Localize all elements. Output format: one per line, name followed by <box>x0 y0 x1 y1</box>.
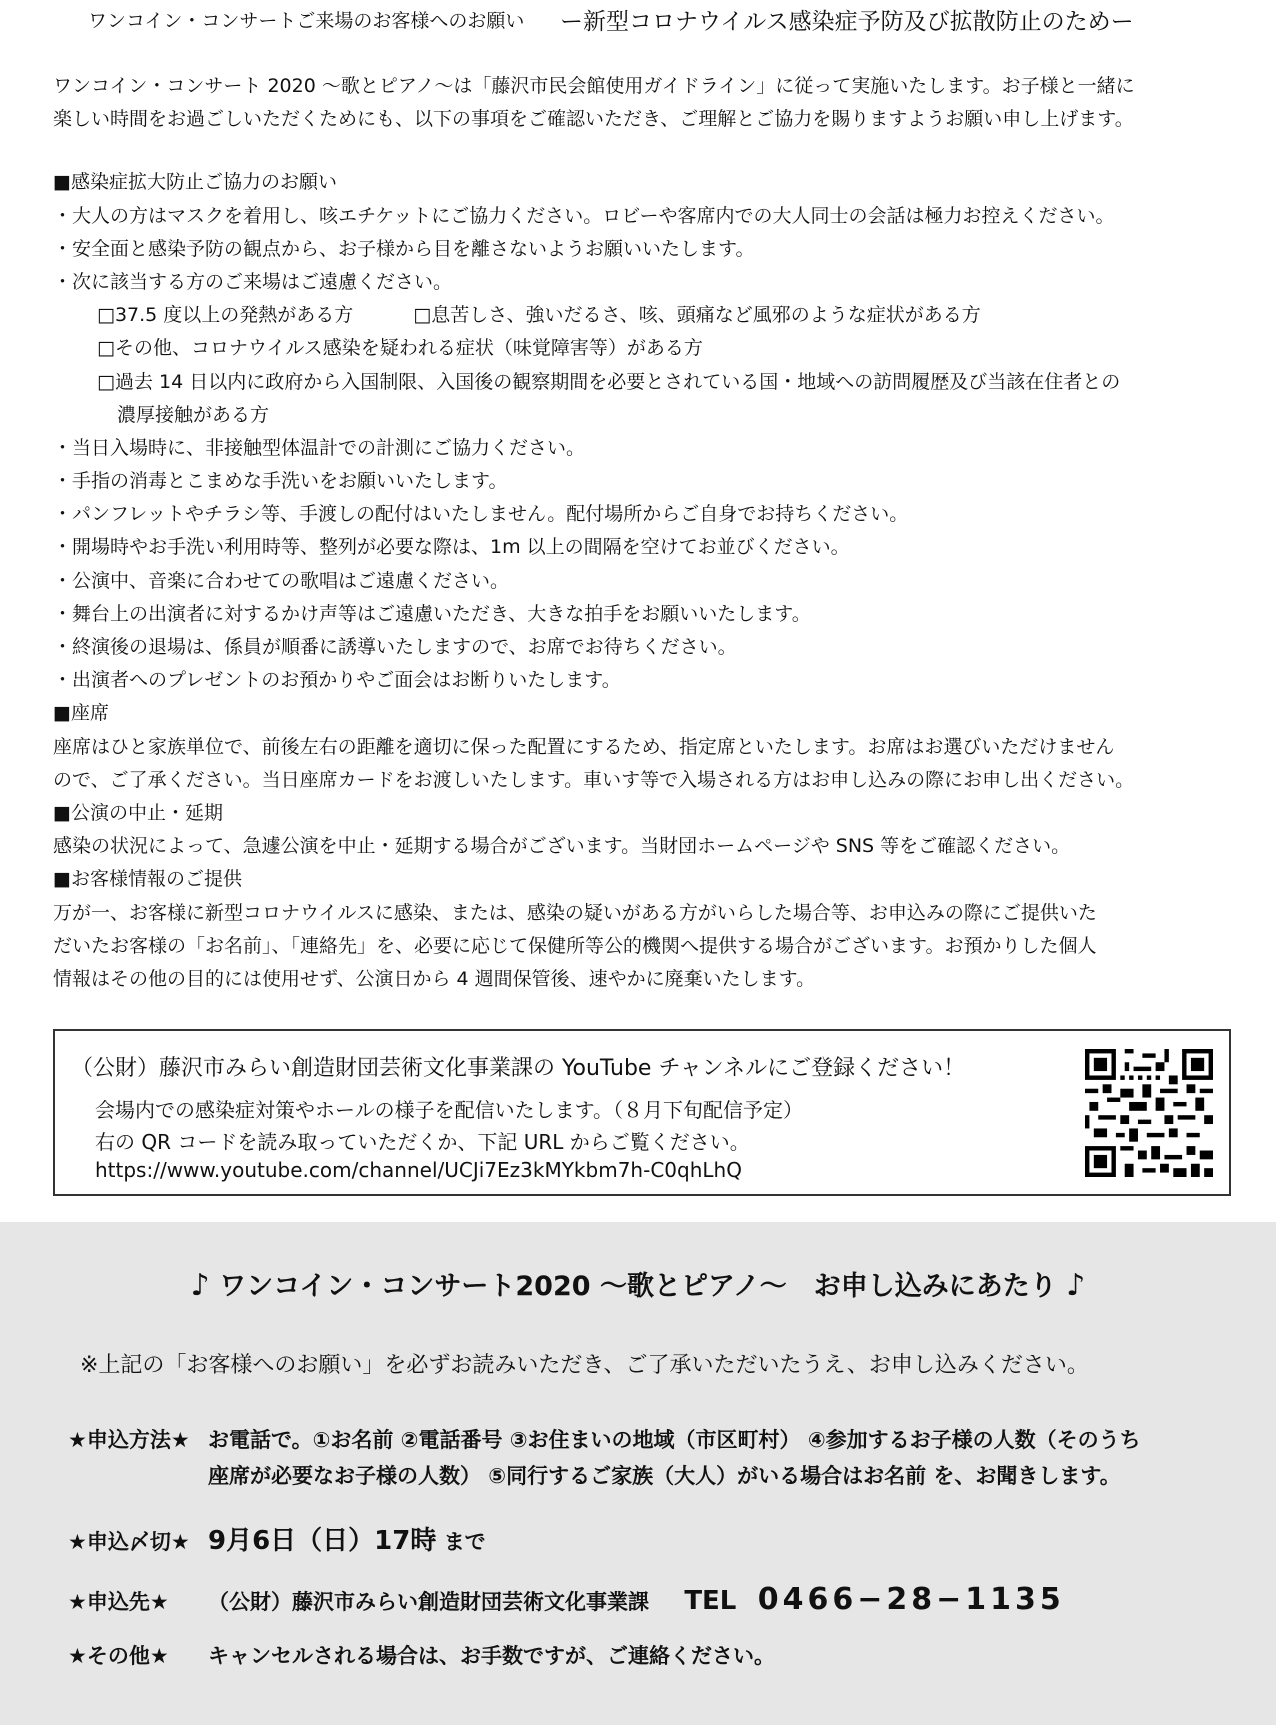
tel-label: TEL <box>684 1586 737 1616</box>
deadline-suffix: まで <box>443 1530 486 1554</box>
deadline-row <box>68 1520 486 1557</box>
page-header <box>0 0 1276 38</box>
application-title <box>0 1264 1276 1303</box>
check-item-travel-cont: 濃厚接触がある方 <box>117 403 270 426</box>
contact-label: ★申込先★ <box>68 1590 169 1614</box>
music-note-icon: ♪ <box>190 1268 210 1303</box>
contact-row <box>68 1582 1065 1617</box>
method-row <box>68 1424 1141 1454</box>
section-heading-infection: ■感染症拡大防止ご協力のお願い <box>53 171 337 194</box>
youtube-info-box <box>53 1029 1231 1196</box>
method-line-2: 座席が必要なお子様の人数） ⑤同行するご家族（大人）がいる場合はお名前 を、お聞きします。 <box>208 1464 1121 1488</box>
method-line-1: お電話で。①お名前 ②電話番号 ③お住まいの地域（市区町村） ④参加するお子様の人数（そのうち <box>208 1428 1141 1452</box>
other-value: キャンセルされる場合は、お手数ですが、ご連絡ください。 <box>208 1644 775 1668</box>
deadline-label: ★申込〆切★ <box>68 1530 190 1554</box>
header-left-text: ワンコイン・コンサートご来場のお客様へのお願い <box>88 10 525 32</box>
list-item: ・安全面と感染予防の観点から、お子様から目を離さないようお願いいたします。 <box>53 237 755 260</box>
method-label: ★申込方法★ <box>68 1428 190 1452</box>
list-item: ・パンフレットやチラシ等、手渡しの配付はいたしません。配付場所からご自身でお持ちください。 <box>53 503 909 526</box>
section-heading-cancellation: ■公演の中止・延期 <box>53 801 223 824</box>
check-item-fever: □37.5 度以上の発熱がある方 <box>97 304 354 327</box>
intro-line: ワンコイン・コンサート 2020 〜歌とピアノ〜は「藤沢市民会館使用ガイドライン」に従って実施いたします。お子様と一緒に <box>53 75 1135 97</box>
other-row <box>68 1640 775 1670</box>
list-item: ・舞台上の出演者に対するかけ声等はご遠慮いただき、大きな拍手をお願いいたします。 <box>53 602 811 625</box>
list-item: ・公演中、音楽に合わせての歌唱はご遠慮ください。 <box>53 569 510 592</box>
contact-value: （公財）藤沢市みらい創造財団芸術文化事業課 <box>208 1590 649 1614</box>
other-label: ★その他★ <box>68 1644 169 1668</box>
list-item: ・次に該当する方のご来場はご遠慮ください。 <box>53 270 453 293</box>
qr-code-icon[interactable] <box>1085 1049 1213 1177</box>
check-item-symptoms: □息苦しさ、強いだるさ、咳、頭痛など風邪のような症状がある方 <box>413 304 981 327</box>
check-item-travel: □過去 14 日以内に政府から入国制限、入国後の観察期間を必要とされている国・地域への訪問履歴及び当該在住者との <box>97 370 1121 393</box>
list-item: ・開場時やお手洗い利用時等、整列が必要な際は、1m 以上の間隔を空けてお並びください。 <box>53 536 850 559</box>
paragraph-line: 感染の状況によって、急遽公演を中止・延期する場合がございます。当財団ホームページや SNS 等をご確認ください。 <box>53 835 1071 858</box>
check-row <box>53 299 1233 332</box>
application-notice: ※上記の「お客様へのお願い」を必ずお読みいただき、ご了承いただいたうえ、お申し込みください。 <box>80 1353 1089 1378</box>
request-body <box>53 70 1233 996</box>
youtube-title: （公財）藤沢市みらい創造財団芸術文化事業課の YouTube チャンネルにご登録ください！ <box>71 1056 966 1081</box>
paragraph-line: 情報はその他の目的には使用せず、公演日から 4 週間保管後、速やかに廃棄いたします。 <box>53 967 816 990</box>
list-item: ・手指の消毒とこまめな手洗いをお願いいたします。 <box>53 470 508 493</box>
application-title-text: ワンコイン・コンサート2020 〜歌とピアノ〜 お申し込みにあたり <box>219 1271 1057 1302</box>
list-item: ・大人の方はマスクを着用し、咳エチケットにご協力ください。ロビーや客席内での大人同士の会話は極力お控えください。 <box>53 204 1115 227</box>
tel-number[interactable]: 0466−28−1135 <box>757 1582 1065 1617</box>
youtube-url-link[interactable]: https://www.youtube.com/channel/UCJi7Ez3kMYkbm7h-C0qhLhQ <box>95 1158 742 1182</box>
header-right-text: ー新型コロナウイルス感染症予防及び拡散防止のためー <box>560 9 1134 35</box>
paragraph-line: ので、ご了承ください。当日座席カードをお渡しいたします。車いす等で入場される方はお申し込みの際にお申し出ください。 <box>53 768 1135 791</box>
intro-line: 楽しい時間をお過ごしいただくためにも、以下の事項をご確認いただき、ご理解とご協力を賜りますようお願い申し上げます。 <box>53 108 1134 131</box>
list-item: ・出演者へのプレゼントのお預かりやご面会はお断りいたします。 <box>53 669 621 692</box>
youtube-line-1: 会場内での感染症対策やホールの様子を配信いたします。（８月下旬配信予定） <box>95 1098 803 1122</box>
section-heading-seating: ■座席 <box>53 702 109 725</box>
deadline-value: 9月6日（日）17時 <box>208 1526 437 1556</box>
list-item: ・当日入場時に、非接触型体温計での計測にご協力ください。 <box>53 436 586 459</box>
paragraph-line: だいたお客様の「お名前」、「連絡先」を、必要に応じて保健所等公的機関へ提供する場合がございます。お預かりした個人 <box>53 934 1097 957</box>
youtube-line-2: 右の QR コードを読み取っていただくか、下記 URL からご覧ください。 <box>95 1130 750 1154</box>
section-heading-privacy: ■お客様情報のご提供 <box>53 868 242 891</box>
application-section <box>0 1222 1276 1725</box>
list-item: ・終演後の退場は、係員が順番に誘導いたしますので、お席でお待ちください。 <box>53 636 737 658</box>
paragraph-line: 万が一、お客様に新型コロナウイルスに感染、または、感染の疑いがある方がいらした場合等、お申込みの際にご提供いた <box>53 901 1097 924</box>
check-item-other: □その他、コロナウイルス感染を疑われる症状（味覚障害等）がある方 <box>97 337 703 360</box>
music-note-icon: ♪ <box>1066 1268 1086 1303</box>
paragraph-line: 座席はひと家族単位で、前後左右の距離を適切に保った配置にするため、指定席といたします。お席はお選びいただけません <box>53 735 1115 758</box>
